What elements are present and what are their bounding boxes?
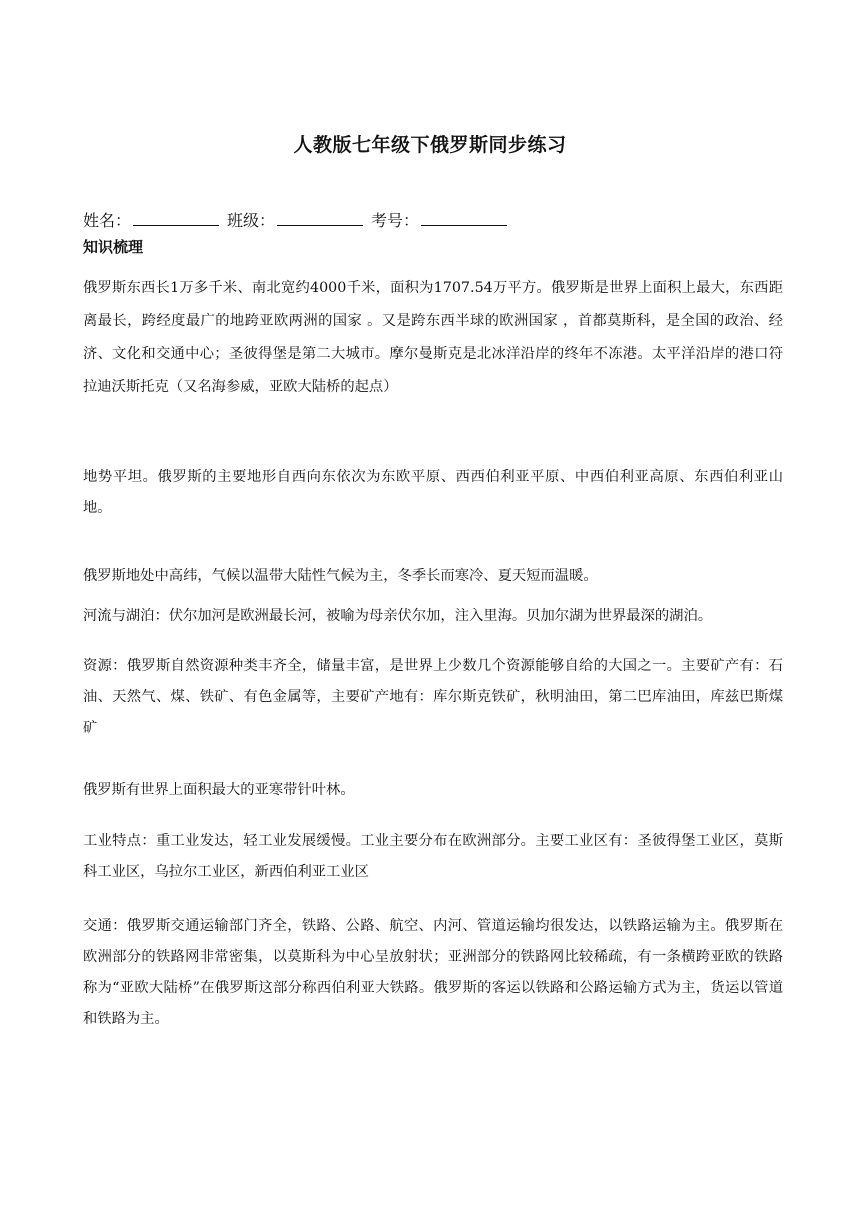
student-info-line xyxy=(83,208,515,231)
paragraph-rivers: 河流与湖泊：伏尔加河是欧洲最长河，被喻为母亲伏尔加，注入里海。贝加尔湖为世界最深的湖泊。 xyxy=(83,608,713,624)
id-blank xyxy=(421,211,507,226)
page-title: 人教版七年级下俄罗斯同步练习 xyxy=(293,134,567,156)
paragraph-overview: 俄罗斯东西长1万多千米、南北宽约4000千米，面积为1707.54万平方。俄罗斯是世界上面积上最大，东西距离最长，跨经度最广的地跨亚欧两洲的国家 。又是跨东西半球的欧洲国家 ，首都莫斯科，是全国的政治、经济、文化和交通中心；圣彼得堡是第二大城市。摩尔曼斯克是北冰洋沿岸的终年不冻港。太平洋沿岸的港口符拉迪沃斯托克（又名海参威，亚欧大陆桥的起点） xyxy=(83,280,783,395)
paragraph-climate: 俄罗斯地处中高纬，气候以温带大陆性气候为主，冬季长而寒冷、夏天短而温暖。 xyxy=(83,568,598,584)
section-heading: 知识梳理 xyxy=(83,238,144,256)
class-blank xyxy=(277,211,363,226)
name-label: 姓名： xyxy=(83,211,132,230)
name-blank xyxy=(133,211,219,226)
paragraph-terrain: 地势平坦。俄罗斯的主要地形自西向东依次为东欧平原、西西伯利亚平原、中西伯利亚高原、东西伯利亚山地。 xyxy=(83,469,783,516)
paragraph-industry: 工业特点：重工业发达，轻工业发展缓慢。工业主要分布在欧洲部分。主要工业区有：圣彼得堡工业区，莫斯科工业区，乌拉尔工业区，新西伯利亚工业区 xyxy=(83,833,783,880)
paragraph-resources: 资源：俄罗斯自然资源种类丰齐全，储量丰富，是世界上少数几个资源能够自给的大国之一。主要矿产有：石油、天然气、煤、铁矿、有色金属等，主要矿产地有：库尔斯克铁矿，秋明油田，第二巴库油田，库兹巴斯煤矿 xyxy=(83,658,783,736)
paragraph-transport: 交通：俄罗斯交通运输部门齐全，铁路、公路、航空、内河、管道运输均很发达，以铁路运输为主。俄罗斯在欧洲部分的铁路网非常密集，以莫斯科为中心呈放射状；亚洲部分的铁路网比较稀疏，有一条横跨亚欧的铁路称为“亚欧大陆桥”在俄罗斯这部分称西伯利亚大铁路。俄罗斯的客运以铁路和公路运输方式为主，货运以管道和铁路为主。 xyxy=(83,918,783,1027)
paragraph-forest: 俄罗斯有世界上面积最大的亚寒带针叶林。 xyxy=(83,782,355,798)
class-label: 班级： xyxy=(227,211,276,230)
id-label: 考号： xyxy=(371,211,420,230)
